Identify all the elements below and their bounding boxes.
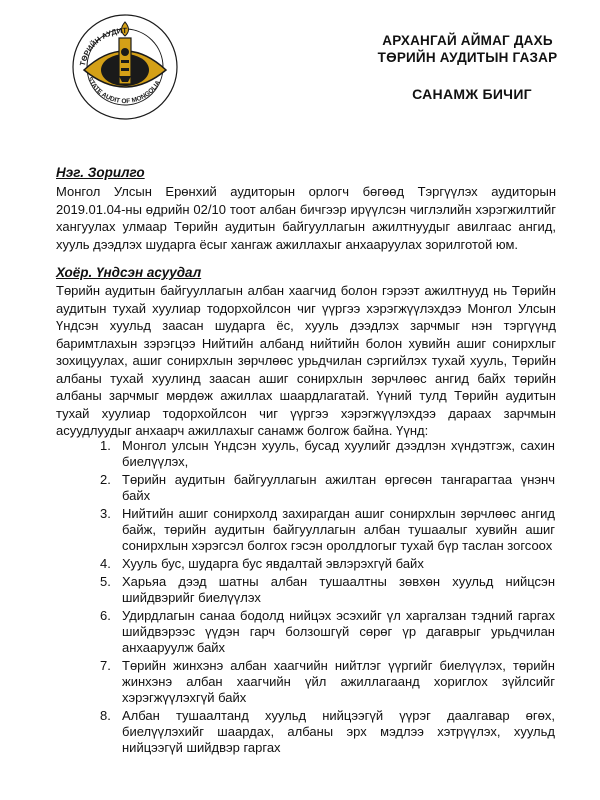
org-name-line2: ТӨРИЙН АУДИТЫН ГАЗАР (377, 50, 558, 65)
list-item: 2. Төрийн аудитын байгууллагын ажилтан өргөсөн тангарагтаа үнэнч байх (100, 472, 555, 503)
list-item: 7. Төрийн жинхэнэ албан хаагчийн нийтлэг үүргийг биелүүлэх, төрийн жинхэнэ албан хаагчийн үйл ажиллагаанд хориглох зүйлсийг хэрэгжүүлэхгүй байх (100, 658, 555, 705)
logo-text-top: ТӨРИЙН АУДИТ (77, 25, 127, 67)
organization-header (360, 32, 575, 66)
list-item: 8. Албан тушаалтанд хуульд нийцээгүй үүрэг даалгавар өгөх, биелүүлэхийг шаардах, албаны эрх мэдлээ хэтрүүлэх, хуульд нийцээгүй шийдвэр гаргах (100, 708, 555, 755)
section2-title: Хоёр. Үндсэн асуудал (56, 265, 202, 280)
list-item: 5. Харьяа дээд шатны албан тушаалтны зөвхөн хуульд нийцсэн шийдвэрийг биелүүлэх (100, 574, 555, 605)
section1-body: Монгол Улсын Ерөнхий аудиторын орлогч бөгөөд Тэргүүлэх аудиторын 2019.01.04-ны өдрийн 02/10 тоот албан бичгээр ирүүлсэн чиглэлийн хэрэгжилтийг хангуулах улмаар Төрийн аудитын байгууллагын ажилтнуудыг авилгаас ангид, хууль дээдлэх шударга ёсыг хангаж ажиллахыг анхааруулах зорилготой юм. (56, 184, 556, 252)
section1-title: Нэг. Зорилго (56, 165, 145, 180)
list-item: 6. Удирдлагын санаа бодолд нийцэх эсэхийг үл харгалзан тэдний гаргах шийдвэрээс үүдэн гарч болзошгүй сөрөг үр дагаврыг урьдчилан анхааруулж байх (100, 608, 555, 655)
principles-list (100, 438, 555, 758)
document-type-title: САНАМЖ БИЧИГ (412, 86, 532, 102)
list-item: 1. Монгол улсын Үндсэн хууль, бусад хуулийг дээдлэн хүндэтгэж, сахин биелүүлэх, (100, 438, 555, 469)
state-audit-logo (70, 12, 180, 122)
list-item: 3. Нийтийн ашиг сонирхолд захирагдан ашиг сонирхлын зөрчлөөс ангид байж, төрийн аудитын байгууллагын албан тушаалыг хувийн ашиг сонирхлын хэрэгсэл болгох гэсэн оролдлогыг тухай бүр таслан зогсоох (100, 506, 555, 553)
org-name-line1: АРХАНГАЙ АЙМАГ ДАХЬ (382, 33, 553, 48)
list-item: 4. Хууль бус, шударга бус явдалтай эвлэрэхгүй байх (100, 556, 424, 571)
logo-text-bottom: STATE AUDIT OF MONGOLIA (86, 76, 163, 106)
section2-body: Төрийн аудитын байгууллагын албан хаагчид болон гэрээт ажилтнууд нь Төрийн аудитын тухай хуулиар тодорхойлсон чиг үүргээ хэрэгжүүлэхдээ Монгол Улсын Үндсэн хуульд заасан шударга ёс, хууль дээдлэх зарчмыг нэн тэргүүнд баримтлахын зэрэгцээ Нийтийн албанд нийтийн болон хувийн ашиг сонирхлыг зохицуулах, ашиг сонирхлын зөрчлөөс урьдчилан сэргийлэх тухай хууль, Төрийн албаны тухай хуулинд заасан ашиг сонирхлын зөрчлөөс ангид байх төрийн албаны зарчмыг мөрдөж ажиллах шаардлагатай. Үүний тулд Төрийн аудитын тухай хуулиар тодорхойлсон чиг үүргээ хэрэгжүүлэхдээ дараах зарчмын асуудлуудыг анхаарч ажиллахыг санамж болгож байна. Үүнд: (56, 283, 556, 438)
